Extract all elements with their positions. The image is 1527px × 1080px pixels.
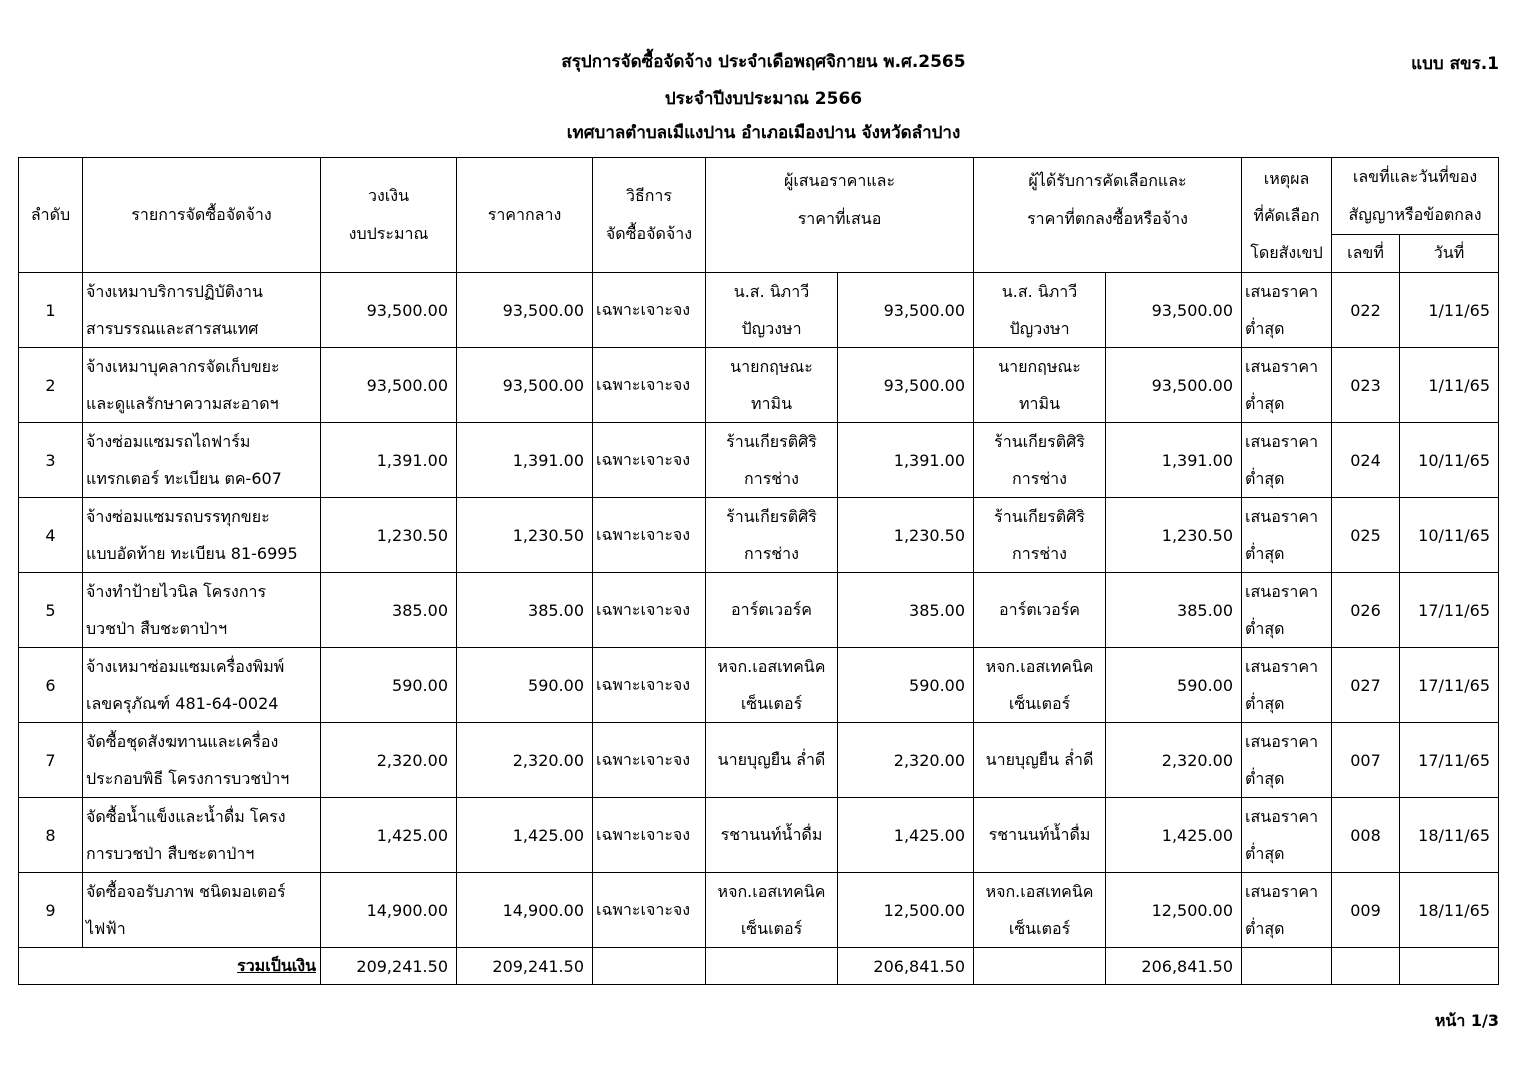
form-code: แบบ สขร.1: [1411, 54, 1499, 74]
row-median-price: 1,230.50: [457, 498, 593, 573]
header-contract-line2: สัญญาหรือข้อตกลง: [1348, 205, 1482, 224]
row-win-price: 1,425.00: [1106, 798, 1242, 873]
row-method: เฉพาะเจาะจง: [593, 648, 706, 723]
header-budget-line2: งบประมาณ: [348, 224, 429, 243]
row-bidder-line1: ร้านเกียรติศิริ: [726, 507, 817, 526]
row-winner: นายบุญยืน ล่ำดี: [974, 723, 1106, 798]
row-reason-line2: ต่ำสุด: [1245, 319, 1285, 338]
row-item-line1: จัดซื้อน้ำแข็งและน้ำดื่ม โครง: [86, 807, 286, 826]
row-reason: [1242, 723, 1332, 798]
row-reason: [1242, 798, 1332, 873]
row-item: [83, 723, 321, 798]
table-row: [19, 573, 1499, 648]
total-label: รวมเป็นเงิน: [19, 948, 321, 985]
row-reason-line2: ต่ำสุด: [1245, 844, 1285, 863]
header-item: รายการจัดซื้อจัดจ้าง: [83, 158, 321, 273]
total-bid-price: 206,841.50: [838, 948, 974, 985]
row-item: [83, 573, 321, 648]
table-row: [19, 348, 1499, 423]
row-seq: 9: [19, 873, 83, 948]
row-seq: 5: [19, 573, 83, 648]
row-winner-line1: น.ส. นิภาวี: [1001, 282, 1078, 301]
table-row: [19, 273, 1499, 348]
row-item-line2: สารบรรณและสารสนเทศ: [86, 319, 259, 338]
row-bid-price: 93,500.00: [838, 273, 974, 348]
row-contract-no: 027: [1332, 648, 1400, 723]
total-bidder-empty: [706, 948, 838, 985]
row-item: [83, 273, 321, 348]
row-bid-price: 12,500.00: [838, 873, 974, 948]
row-reason: [1242, 498, 1332, 573]
row-winner: [974, 273, 1106, 348]
organization-name: เทศบาลตำบลเมืแงปาน อำเภอเมืองปาน จังหวัดลำปาง: [566, 123, 961, 143]
row-method: เฉพาะเจาะจง: [593, 723, 706, 798]
row-item: [83, 648, 321, 723]
row-bidder-line2: ทามิน: [750, 394, 792, 413]
row-seq: 8: [19, 798, 83, 873]
row-item-line1: จ้างเหมาบุคลากรจัดเก็บขยะ: [86, 357, 280, 376]
row-bidder: [706, 648, 838, 723]
header-reason-line3: โดยสังเขป: [1250, 242, 1323, 262]
row-winner-line1: หจก.เอสเทคนิค: [985, 882, 1094, 901]
row-item-line2: และดูแลรักษาความสะอาดฯ: [86, 394, 279, 413]
row-winner: [974, 348, 1106, 423]
row-budget: 93,500.00: [321, 273, 457, 348]
procurement-table: [18, 157, 1499, 985]
row-contract-date: 10/11/65: [1400, 423, 1499, 498]
header-contract-date: วันที่: [1400, 235, 1499, 273]
header-contract: [1332, 158, 1499, 235]
row-winner: [974, 498, 1106, 573]
row-budget: 1,425.00: [321, 798, 457, 873]
row-item-line1: จัดซื้อจอรับภาพ ชนิดมอเตอร์: [86, 882, 286, 901]
row-reason: [1242, 423, 1332, 498]
row-median-price: 1,425.00: [457, 798, 593, 873]
row-item: [83, 798, 321, 873]
row-bidder-line2: เซ็นเตอร์: [740, 919, 803, 938]
row-winner-line1: หจก.เอสเทคนิค: [985, 657, 1094, 676]
header-winner: [974, 158, 1242, 273]
row-contract-no: 008: [1332, 798, 1400, 873]
row-reason-line1: เสนอราคา: [1245, 357, 1319, 376]
row-bidder-line1: น.ส. นิภาวี: [733, 282, 810, 301]
row-item-line2: บวชป่า สืบชะตาป่าฯ: [86, 619, 228, 638]
row-bid-price: 385.00: [838, 573, 974, 648]
row-reason-line1: เสนอราคา: [1245, 582, 1319, 601]
row-win-price: 1,230.50: [1106, 498, 1242, 573]
row-winner: [974, 648, 1106, 723]
row-method: เฉพาะเจาะจง: [593, 348, 706, 423]
row-contract-date: 17/11/65: [1400, 723, 1499, 798]
row-median-price: 14,900.00: [457, 873, 593, 948]
row-seq: 3: [19, 423, 83, 498]
row-bid-price: 590.00: [838, 648, 974, 723]
row-budget: 14,900.00: [321, 873, 457, 948]
row-seq: 2: [19, 348, 83, 423]
row-bidder-line2: เซ็นเตอร์: [740, 694, 803, 713]
row-bidder: [706, 873, 838, 948]
row-item: [83, 348, 321, 423]
total-contract-no-empty: [1332, 948, 1400, 985]
row-bidder: [706, 498, 838, 573]
row-bidder-line2: การช่าง: [744, 544, 799, 563]
header-reason-line2: ที่คัดเลือก: [1253, 205, 1320, 225]
row-winner: รชานนท์น้ำดื่ม: [974, 798, 1106, 873]
row-item-line2: การบวชป่า สืบชะตาป่าฯ: [86, 844, 255, 863]
row-contract-date: 17/11/65: [1400, 573, 1499, 648]
table-row: [19, 498, 1499, 573]
row-item-line1: จ้างเหมาบริการปฏิบัติงาน: [86, 282, 263, 301]
table-row: [19, 648, 1499, 723]
row-bid-price: 1,230.50: [838, 498, 974, 573]
total-budget: 209,241.50: [321, 948, 457, 985]
row-winner-line1: ร้านเกียรติศิริ: [994, 507, 1085, 526]
row-median-price: 2,320.00: [457, 723, 593, 798]
row-contract-no: 009: [1332, 873, 1400, 948]
row-bidder-line1: หจก.เอสเทคนิค: [717, 882, 826, 901]
row-seq: 4: [19, 498, 83, 573]
row-winner: อาร์ตเวอร์ค: [974, 573, 1106, 648]
row-reason: [1242, 273, 1332, 348]
row-reason: [1242, 348, 1332, 423]
row-reason-line1: เสนอราคา: [1245, 282, 1319, 301]
total-reason-empty: [1242, 948, 1332, 985]
row-method: เฉพาะเจาะจง: [593, 798, 706, 873]
row-reason-line2: ต่ำสุด: [1245, 619, 1285, 638]
row-contract-date: 17/11/65: [1400, 648, 1499, 723]
row-seq: 1: [19, 273, 83, 348]
row-contract-no: 025: [1332, 498, 1400, 573]
header-contract-no: เลขที่: [1332, 235, 1400, 273]
header-bidder: [706, 158, 974, 273]
row-winner-line2: ทามิน: [1019, 394, 1061, 413]
row-winner-line2: เซ็นเตอร์: [1008, 919, 1071, 938]
row-budget: 1,391.00: [321, 423, 457, 498]
row-winner: [974, 873, 1106, 948]
row-item-line1: จ้างซ่อมแซมรถบรรทุกขยะ: [86, 507, 270, 526]
row-budget: 385.00: [321, 573, 457, 648]
row-reason-line2: ต่ำสุด: [1245, 919, 1285, 938]
row-contract-date: 18/11/65: [1400, 798, 1499, 873]
row-seq: 6: [19, 648, 83, 723]
table-row: [19, 798, 1499, 873]
row-contract-no: 024: [1332, 423, 1400, 498]
row-reason-line2: ต่ำสุด: [1245, 694, 1285, 713]
row-bidder: รชานนท์น้ำดื่ม: [706, 798, 838, 873]
row-bidder: [706, 348, 838, 423]
header-seq: ลำดับ: [19, 158, 83, 273]
row-median-price: 93,500.00: [457, 273, 593, 348]
row-contract-date: 1/11/65: [1400, 348, 1499, 423]
row-bidder: [706, 273, 838, 348]
row-bidder-line1: นายกฤษณะ: [730, 357, 813, 376]
row-reason: [1242, 573, 1332, 648]
row-seq: 7: [19, 723, 83, 798]
row-item: [83, 498, 321, 573]
row-median-price: 385.00: [457, 573, 593, 648]
total-median: 209,241.50: [457, 948, 593, 985]
row-budget: 93,500.00: [321, 348, 457, 423]
row-win-price: 590.00: [1106, 648, 1242, 723]
row-bid-price: 93,500.00: [838, 348, 974, 423]
row-contract-no: 022: [1332, 273, 1400, 348]
total-win-price: 206,841.50: [1106, 948, 1242, 985]
total-row: [19, 948, 1499, 985]
header-method-line2: จัดซื้อจัดจ้าง: [605, 224, 693, 243]
header-bidder-line1: ผู้เสนอราคาและ: [783, 171, 896, 190]
total-winner-empty: [974, 948, 1106, 985]
row-item-line1: จ้างทำป้ายไวนิล โครงการ: [86, 582, 267, 601]
header-winner-line2: ราคาที่ตกลงซื้อหรือจ้าง: [1027, 209, 1188, 228]
row-item-line2: เลขครุภัณฑ์ 481-64-0024: [86, 694, 279, 713]
header-reason: [1242, 158, 1332, 273]
row-winner-line1: นายกฤษณะ: [998, 357, 1081, 376]
header-contract-line1: เลขที่และวันที่ของ: [1352, 167, 1478, 186]
row-median-price: 590.00: [457, 648, 593, 723]
row-method: เฉพาะเจาะจง: [593, 573, 706, 648]
row-item-line1: จัดซื้อชุดสังฆทานและเครื่อง: [86, 732, 279, 751]
row-method: เฉพาะเจาะจง: [593, 873, 706, 948]
row-contract-no: 026: [1332, 573, 1400, 648]
row-reason: [1242, 648, 1332, 723]
header-median-price: ราคากลาง: [457, 158, 593, 273]
table-row: [19, 423, 1499, 498]
row-item-line2: แทรกเตอร์ ทะเบียน ตค-607: [86, 469, 282, 488]
row-win-price: 2,320.00: [1106, 723, 1242, 798]
row-reason-line1: เสนอราคา: [1245, 882, 1319, 901]
row-win-price: 93,500.00: [1106, 273, 1242, 348]
row-bidder-line1: หจก.เอสเทคนิค: [717, 657, 826, 676]
row-contract-date: 18/11/65: [1400, 873, 1499, 948]
header-budget-line1: วงเงิน: [367, 186, 409, 205]
header-budget: [321, 158, 457, 273]
row-winner-line2: ปัญวงษา: [1009, 319, 1070, 338]
row-method: เฉพาะเจาะจง: [593, 423, 706, 498]
row-budget: 590.00: [321, 648, 457, 723]
row-contract-date: 1/11/65: [1400, 273, 1499, 348]
row-median-price: 1,391.00: [457, 423, 593, 498]
row-bidder: นายบุญยืน ล่ำดี: [706, 723, 838, 798]
row-method: เฉพาะเจาะจง: [593, 498, 706, 573]
row-bid-price: 1,391.00: [838, 423, 974, 498]
row-budget: 1,230.50: [321, 498, 457, 573]
header-method: [593, 158, 706, 273]
row-item-line2: ประกอบพิธี โครงการบวชป่าฯ: [86, 769, 290, 788]
row-reason-line1: เสนอราคา: [1245, 432, 1319, 451]
row-reason-line1: เสนอราคา: [1245, 657, 1319, 676]
row-reason: [1242, 873, 1332, 948]
table-row: [19, 723, 1499, 798]
row-bidder-line1: ร้านเกียรติศิริ: [726, 432, 817, 451]
row-budget: 2,320.00: [321, 723, 457, 798]
row-bidder: [706, 423, 838, 498]
row-bidder-line2: ปัญวงษา: [741, 319, 802, 338]
report-title: สรุปการจัดซื้อจัดจ้าง ประจำเดือพฤศจิกายน พ.ศ.2565: [561, 52, 966, 72]
row-winner-line1: ร้านเกียรติศิริ: [994, 432, 1085, 451]
row-reason-line2: ต่ำสุด: [1245, 394, 1285, 413]
row-bidder-line2: การช่าง: [744, 469, 799, 488]
row-win-price: 93,500.00: [1106, 348, 1242, 423]
row-winner-line2: การช่าง: [1012, 544, 1067, 563]
header-winner-line1: ผู้ได้รับการคัดเลือกและ: [1028, 171, 1187, 190]
row-reason-line2: ต่ำสุด: [1245, 469, 1285, 488]
header-reason-line1: เหตุผล: [1263, 168, 1310, 188]
row-bidder: อาร์ตเวอร์ค: [706, 573, 838, 648]
row-reason-line1: เสนอราคา: [1245, 507, 1319, 526]
total-method-empty: [593, 948, 706, 985]
row-contract-no: 023: [1332, 348, 1400, 423]
header-bidder-line2: ราคาที่เสนอ: [797, 209, 882, 228]
row-reason-line1: เสนอราคา: [1245, 807, 1319, 826]
table-body: [19, 273, 1499, 948]
row-winner: [974, 423, 1106, 498]
fiscal-year: ประจำปีงบประมาณ 2566: [664, 89, 863, 109]
row-contract-date: 10/11/65: [1400, 498, 1499, 573]
row-contract-no: 007: [1332, 723, 1400, 798]
row-reason-line1: เสนอราคา: [1245, 732, 1319, 751]
row-win-price: 12,500.00: [1106, 873, 1242, 948]
row-item: [83, 423, 321, 498]
row-reason-line2: ต่ำสุด: [1245, 769, 1285, 788]
row-item-line1: จ้างเหมาซ่อมแซมเครื่องพิมพ์: [86, 657, 285, 676]
row-item-line1: จ้างซ่อมแซมรถไถฟาร์ม: [86, 432, 251, 451]
row-item-line2: แบบอัดท้าย ทะเบียน 81-6995: [86, 544, 298, 563]
row-winner-line2: เซ็นเตอร์: [1008, 694, 1071, 713]
header-method-line1: วิธีการ: [625, 186, 672, 205]
page-number: หน้า 1/3: [1434, 1011, 1499, 1030]
table-row: [19, 873, 1499, 948]
row-bid-price: 2,320.00: [838, 723, 974, 798]
total-contract-date-empty: [1400, 948, 1499, 985]
row-bid-price: 1,425.00: [838, 798, 974, 873]
row-item-line2: ไฟฟ้า: [86, 919, 126, 938]
row-item: [83, 873, 321, 948]
row-method: เฉพาะเจาะจง: [593, 273, 706, 348]
row-win-price: 1,391.00: [1106, 423, 1242, 498]
row-win-price: 385.00: [1106, 573, 1242, 648]
row-reason-line2: ต่ำสุด: [1245, 544, 1285, 563]
row-winner-line2: การช่าง: [1012, 469, 1067, 488]
row-median-price: 93,500.00: [457, 348, 593, 423]
